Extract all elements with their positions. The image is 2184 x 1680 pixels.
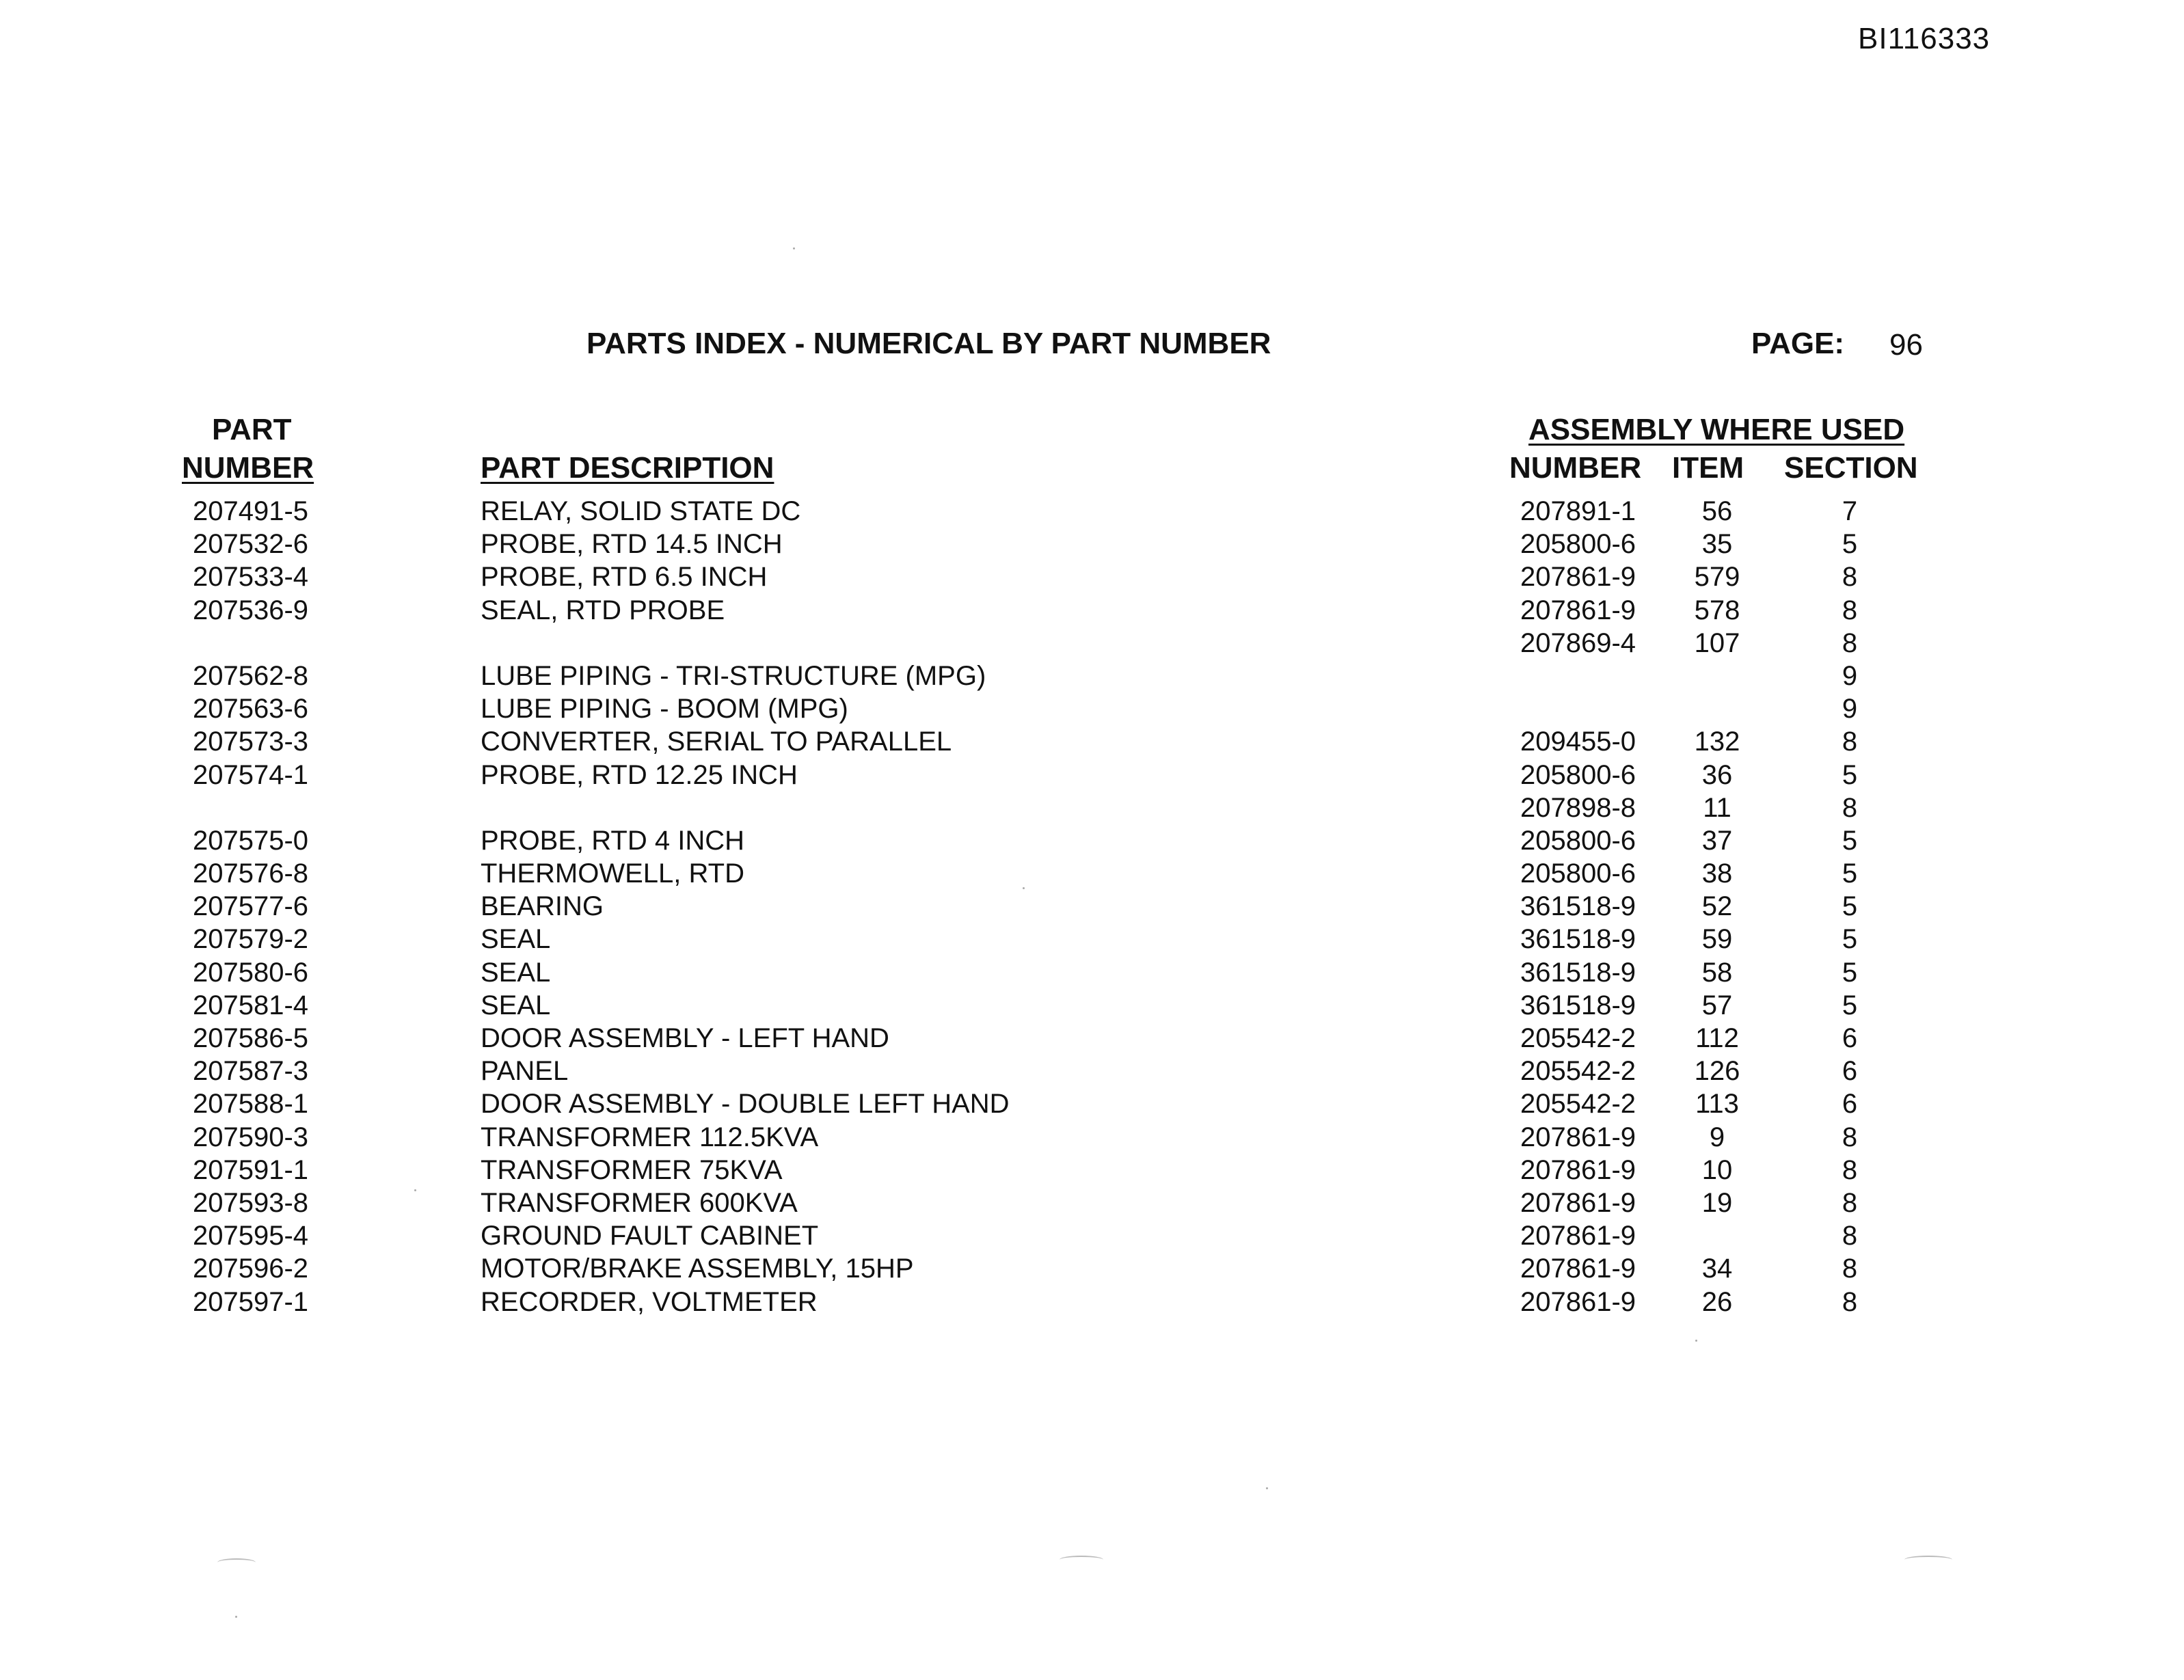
- header-description: PART DESCRIPTION: [481, 451, 774, 485]
- table-row: [0, 1055, 2184, 1087]
- row-assembly-number: 207861-9: [1520, 1187, 1636, 1218]
- table-row: [0, 1154, 2184, 1187]
- row-item: 26: [1701, 1286, 1733, 1317]
- row-section: 8: [1842, 1254, 1858, 1284]
- row-description: PROBE, RTD 4 INCH: [481, 825, 744, 856]
- row-item: 34: [1701, 1254, 1733, 1284]
- row-part-number: 207579-2: [193, 924, 309, 955]
- row-description: LUBE PIPING - BOOM (MPG): [481, 694, 848, 724]
- row-assembly-number: 205800-6: [1520, 759, 1636, 790]
- row-item: 56: [1701, 496, 1733, 526]
- row-description: MOTOR/BRAKE ASSEMBLY, 15HP: [481, 1254, 914, 1284]
- table-row: [0, 923, 2184, 956]
- row-description: THERMOWELL, RTD: [481, 858, 744, 889]
- row-section: 7: [1842, 496, 1858, 526]
- row-item: 37: [1701, 825, 1733, 856]
- row-description: TRANSFORMER 112.5KVA: [481, 1122, 819, 1152]
- table-row: [0, 956, 2184, 989]
- table-row: [0, 1087, 2184, 1120]
- header-section: SECTION: [1784, 451, 1918, 485]
- row-description: TRANSFORMER 600KVA: [481, 1187, 798, 1218]
- row-part-number: 207590-3: [193, 1122, 309, 1152]
- row-section: 5: [1842, 825, 1858, 856]
- row-description: TRANSFORMER 75KVA: [481, 1154, 783, 1185]
- row-assembly-number: 207891-1: [1520, 496, 1636, 526]
- row-section: 8: [1842, 562, 1858, 593]
- row-item: 112: [1695, 1023, 1739, 1053]
- row-assembly-number: 209455-0: [1520, 727, 1636, 757]
- row-item: 52: [1701, 891, 1733, 922]
- row-assembly-number: 207861-9: [1520, 562, 1636, 593]
- header-part-line2: NUMBER: [182, 451, 314, 485]
- scan-dot: [793, 247, 795, 249]
- table-row: [0, 1252, 2184, 1285]
- row-description: SEAL: [481, 924, 551, 955]
- row-description: PROBE, RTD 14.5 INCH: [481, 529, 783, 560]
- table-row: [0, 660, 2184, 692]
- row-assembly-number: 207861-9: [1520, 595, 1636, 625]
- row-item: 58: [1701, 957, 1733, 988]
- row-section: 5: [1842, 529, 1858, 560]
- row-assembly-number: 207869-4: [1520, 627, 1636, 658]
- table-row: [0, 1187, 2184, 1219]
- row-part-number: 207596-2: [193, 1254, 309, 1284]
- row-assembly-number: 207861-9: [1520, 1254, 1636, 1284]
- row-part-number: 207595-4: [193, 1221, 309, 1251]
- row-item: 126: [1694, 1056, 1740, 1087]
- row-item: 19: [1701, 1187, 1733, 1218]
- row-item: 9: [1709, 1122, 1725, 1152]
- header-item: ITEM: [1672, 451, 1744, 485]
- row-description: PROBE, RTD 6.5 INCH: [481, 562, 768, 593]
- header-part-line1: PART: [212, 413, 292, 446]
- row-item: 36: [1701, 759, 1733, 790]
- row-section: 5: [1842, 924, 1858, 955]
- row-item: 579: [1694, 562, 1740, 593]
- table-row: [0, 824, 2184, 857]
- row-description: RELAY, SOLID STATE DC: [481, 496, 801, 526]
- scan-mark-right: [1904, 1556, 1952, 1564]
- row-part-number: 207581-4: [193, 990, 309, 1020]
- row-assembly-number: 205542-2: [1520, 1023, 1636, 1053]
- row-part-number: 207593-8: [193, 1187, 309, 1218]
- scan-mark-center: [1060, 1556, 1103, 1564]
- row-item: 113: [1695, 1089, 1739, 1120]
- row-part-number: 207586-5: [193, 1023, 309, 1053]
- row-item: 107: [1694, 627, 1740, 658]
- row-assembly-number: 361518-9: [1520, 957, 1636, 988]
- row-section: 6: [1842, 1023, 1858, 1053]
- row-description: LUBE PIPING - TRI-STRUCTURE (MPG): [481, 660, 986, 691]
- row-section: 8: [1842, 595, 1858, 625]
- row-part-number: 207587-3: [193, 1056, 309, 1087]
- table-row: [0, 1219, 2184, 1252]
- row-description: BEARING: [481, 891, 604, 922]
- row-description: RECORDER, VOLTMETER: [481, 1286, 818, 1317]
- row-assembly-number: 205800-6: [1520, 825, 1636, 856]
- row-section: 5: [1842, 759, 1858, 790]
- row-assembly-number: 205800-6: [1520, 858, 1636, 889]
- header-assembly-where-used: ASSEMBLY WHERE USED: [1528, 413, 1905, 446]
- row-section: 6: [1842, 1089, 1858, 1120]
- row-item: 11: [1703, 792, 1731, 823]
- row-section: 8: [1842, 727, 1858, 757]
- scan-dot: [1695, 1340, 1697, 1342]
- row-item: 57: [1701, 990, 1733, 1020]
- row-assembly-number: 207861-9: [1520, 1154, 1636, 1185]
- row-description: DOOR ASSEMBLY - LEFT HAND: [481, 1023, 889, 1053]
- row-description: PROBE, RTD 12.25 INCH: [481, 759, 798, 790]
- row-part-number: 207591-1: [193, 1154, 309, 1185]
- row-section: 8: [1842, 1122, 1858, 1152]
- row-section: 8: [1842, 1286, 1858, 1317]
- row-part-number: 207580-6: [193, 957, 309, 988]
- row-section: 9: [1842, 660, 1858, 691]
- table-row: [0, 1286, 2184, 1318]
- row-section: 8: [1842, 627, 1858, 658]
- row-part-number: 207576-8: [193, 858, 309, 889]
- row-section: 6: [1842, 1056, 1858, 1087]
- scan-dot: [1266, 1487, 1268, 1489]
- row-description: GROUND FAULT CABINET: [481, 1221, 819, 1251]
- table-row: [0, 759, 2184, 791]
- row-section: 8: [1842, 1154, 1858, 1185]
- scan-dot: [414, 1189, 416, 1191]
- table-row: [0, 1022, 2184, 1055]
- table-row: [0, 1121, 2184, 1154]
- header-assembly-number: NUMBER: [1509, 451, 1642, 485]
- document-id: BI116333: [1858, 22, 1991, 55]
- table-row: [0, 725, 2184, 758]
- row-part-number: 207588-1: [193, 1089, 309, 1120]
- row-part-number: 207562-8: [193, 660, 309, 691]
- table-row: [0, 495, 2184, 528]
- parts-table: [0, 495, 2184, 1318]
- row-section: 5: [1842, 990, 1858, 1020]
- table-row: [0, 528, 2184, 560]
- row-part-number: 207563-6: [193, 694, 309, 724]
- row-description: DOOR ASSEMBLY - DOUBLE LEFT HAND: [481, 1089, 1010, 1120]
- row-assembly-number: 207898-8: [1520, 792, 1636, 823]
- row-part-number: 207491-5: [193, 496, 309, 526]
- row-item: 59: [1701, 924, 1733, 955]
- row-description: SEAL: [481, 990, 551, 1020]
- row-part-number: 207536-9: [193, 595, 309, 625]
- row-item: 38: [1701, 858, 1733, 889]
- row-section: 9: [1842, 694, 1858, 724]
- table-row: [0, 627, 2184, 660]
- row-description: SEAL: [481, 957, 551, 988]
- row-part-number: 207574-1: [193, 759, 309, 790]
- row-section: 8: [1842, 792, 1858, 823]
- row-description: PANEL: [481, 1056, 569, 1087]
- scan-dot: [235, 1616, 237, 1618]
- table-row: [0, 890, 2184, 923]
- table-row: [0, 594, 2184, 627]
- row-part-number: 207597-1: [193, 1286, 309, 1317]
- row-assembly-number: 361518-9: [1520, 990, 1636, 1020]
- row-assembly-number: 205542-2: [1520, 1056, 1636, 1087]
- row-assembly-number: 207861-9: [1520, 1122, 1636, 1152]
- scan-dot: [1023, 887, 1025, 889]
- row-section: 5: [1842, 891, 1858, 922]
- row-section: 8: [1842, 1187, 1858, 1218]
- row-assembly-number: 207861-9: [1520, 1286, 1636, 1317]
- row-description: CONVERTER, SERIAL TO PARALLEL: [481, 727, 952, 757]
- row-part-number: 207575-0: [193, 825, 309, 856]
- row-assembly-number: 361518-9: [1520, 924, 1636, 955]
- row-part-number: 207533-4: [193, 562, 309, 593]
- row-section: 5: [1842, 957, 1858, 988]
- row-item: 35: [1701, 529, 1733, 560]
- row-item: 132: [1694, 727, 1740, 757]
- row-assembly-number: 205542-2: [1520, 1089, 1636, 1120]
- table-row: [0, 791, 2184, 824]
- row-assembly-number: 205800-6: [1520, 529, 1636, 560]
- page-label: PAGE:: [1751, 327, 1845, 360]
- scan-mark-left: [217, 1558, 256, 1567]
- row-assembly-number: 361518-9: [1520, 891, 1636, 922]
- table-row: [0, 692, 2184, 725]
- table-row: [0, 857, 2184, 890]
- page-number: 96: [1889, 328, 1923, 362]
- row-part-number: 207573-3: [193, 727, 309, 757]
- table-row: [0, 989, 2184, 1022]
- page-title: PARTS INDEX - NUMERICAL BY PART NUMBER: [587, 327, 1271, 360]
- row-item: 10: [1701, 1154, 1733, 1185]
- row-description: SEAL, RTD PROBE: [481, 595, 725, 625]
- row-part-number: 207532-6: [193, 529, 309, 560]
- row-assembly-number: 207861-9: [1520, 1221, 1636, 1251]
- row-item: 578: [1694, 595, 1740, 625]
- row-part-number: 207577-6: [193, 891, 309, 922]
- row-section: 5: [1842, 858, 1858, 889]
- table-row: [0, 560, 2184, 593]
- row-section: 8: [1842, 1221, 1858, 1251]
